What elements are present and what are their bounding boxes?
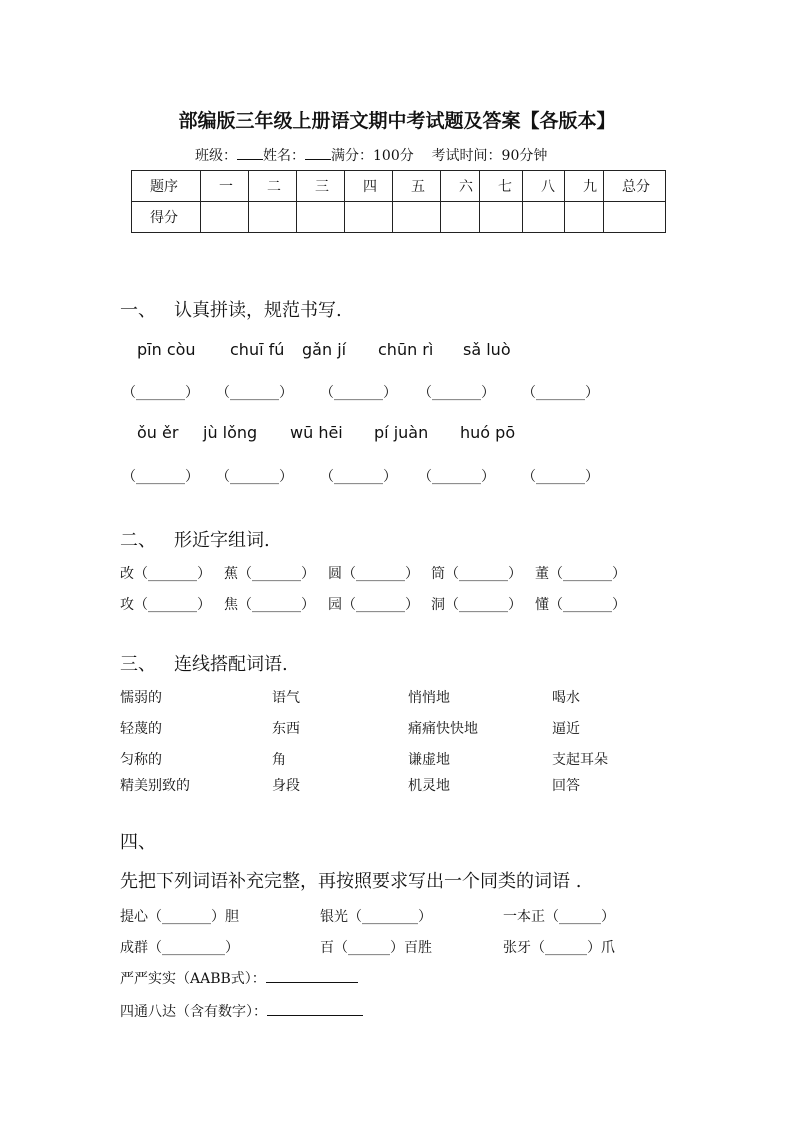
pinyin-item: pí juàn bbox=[374, 423, 429, 442]
answer-blank[interactable]: （_______） bbox=[122, 469, 199, 485]
match-word[interactable]: 支起耳朵 bbox=[552, 752, 608, 768]
match-word[interactable]: 逼近 bbox=[552, 721, 580, 737]
answer-blank[interactable]: （_______） bbox=[216, 385, 293, 401]
match-word[interactable]: 懦弱的 bbox=[120, 690, 162, 706]
score-cell: 九 bbox=[565, 171, 604, 202]
page-title: 部编版三年级上册语文期中考试题及答案【各版本】 bbox=[178, 110, 616, 132]
word-blank-item[interactable]: 董（_______） bbox=[535, 566, 626, 582]
section4-instruction: 先把下列词语补充完整，再按照要求写出一个同类的词语 . bbox=[120, 871, 582, 892]
match-word[interactable]: 回答 bbox=[552, 778, 580, 794]
match-word[interactable]: 喝水 bbox=[552, 690, 580, 706]
word-blank-item[interactable]: 懂（_______） bbox=[535, 597, 626, 613]
section2-heading bbox=[120, 526, 270, 552]
idiom-blank-item[interactable]: 提心（_______）胆 bbox=[120, 909, 239, 925]
section3-title: 连线搭配词语. bbox=[174, 654, 288, 675]
word-blank-item[interactable]: 攻（_______） bbox=[120, 597, 211, 613]
name-label: 姓名： bbox=[263, 148, 305, 164]
word-blank-item[interactable]: 园（_______） bbox=[328, 597, 419, 613]
section2-title: 形近字组词. bbox=[174, 530, 270, 551]
answer-blank[interactable]: （_______） bbox=[122, 385, 199, 401]
word-blank-item[interactable]: 改（_______） bbox=[120, 566, 211, 582]
section1-title: 认真拼读，规范书写. bbox=[174, 300, 342, 321]
answer-blank[interactable]: （_______） bbox=[320, 385, 397, 401]
word-blank-item[interactable]: 焦（_______） bbox=[224, 597, 315, 613]
class-blank[interactable] bbox=[237, 147, 263, 160]
score-input-cell[interactable] bbox=[201, 202, 249, 233]
word-blank-item[interactable]: 圆（_______） bbox=[328, 566, 419, 582]
info-line bbox=[195, 145, 547, 165]
word-blank-item[interactable]: 筒（_______） bbox=[431, 566, 522, 582]
section3-number: 三、 bbox=[120, 654, 156, 675]
answer-blank[interactable]: （_______） bbox=[522, 469, 599, 485]
idiom-blank-item[interactable]: 成群（_________） bbox=[120, 940, 239, 956]
score-cell: 总分 bbox=[604, 171, 666, 202]
pinyin-item: chūn rì bbox=[378, 340, 434, 359]
number-idiom-prompt: 四通八达（含有数字）： bbox=[120, 1004, 267, 1020]
score-cell: 七 bbox=[480, 171, 523, 202]
score-cell: 六 bbox=[441, 171, 480, 202]
match-word[interactable]: 角 bbox=[272, 752, 286, 768]
score-table bbox=[131, 170, 666, 233]
match-word[interactable]: 悄悄地 bbox=[408, 690, 450, 706]
score-input-cell[interactable] bbox=[393, 202, 441, 233]
pinyin-item: pīn còu bbox=[137, 340, 196, 359]
match-word[interactable]: 轻蔑的 bbox=[120, 721, 162, 737]
match-word[interactable]: 身段 bbox=[272, 778, 300, 794]
match-word[interactable]: 机灵地 bbox=[408, 778, 450, 794]
section2-number: 二、 bbox=[120, 530, 156, 551]
answer-blank[interactable]: （_______） bbox=[418, 385, 495, 401]
match-word[interactable]: 精美别致的 bbox=[120, 778, 190, 794]
pinyin-item: ǒu ěr bbox=[137, 423, 179, 442]
score-table-header-row bbox=[132, 171, 666, 202]
score-input-cell[interactable] bbox=[523, 202, 565, 233]
section3-heading bbox=[120, 650, 288, 676]
answer-blank[interactable]: （_______） bbox=[522, 385, 599, 401]
pinyin-item: chuī fú bbox=[230, 340, 285, 359]
aabb-prompt: 严严实实（AABB式）： bbox=[120, 971, 266, 987]
pinyin-item: gǎn jí bbox=[302, 340, 347, 359]
aabb-answer-blank[interactable] bbox=[266, 970, 358, 983]
number-idiom-line bbox=[120, 1001, 363, 1021]
score-cell: 题序 bbox=[132, 171, 201, 202]
score-input-cell[interactable] bbox=[249, 202, 297, 233]
pinyin-item: sǎ luò bbox=[463, 340, 511, 359]
aabb-line bbox=[120, 968, 358, 988]
score-cell: 八 bbox=[523, 171, 565, 202]
match-word[interactable]: 匀称的 bbox=[120, 752, 162, 768]
idiom-blank-item[interactable]: 一本正（______） bbox=[503, 909, 615, 925]
full-score: 满分：100分 bbox=[331, 148, 414, 164]
match-word[interactable]: 语气 bbox=[272, 690, 300, 706]
pinyin-item: jù lǒng bbox=[203, 423, 258, 442]
match-word[interactable]: 谦虚地 bbox=[408, 752, 450, 768]
idiom-blank-item[interactable]: 银光（________） bbox=[320, 909, 432, 925]
idiom-blank-item[interactable]: 张牙（______）爪 bbox=[503, 940, 615, 956]
section1-number: 一、 bbox=[120, 300, 156, 321]
score-cell: 二 bbox=[249, 171, 297, 202]
section1-heading bbox=[120, 296, 342, 322]
score-input-cell[interactable] bbox=[345, 202, 393, 233]
number-idiom-answer-blank[interactable] bbox=[267, 1003, 363, 1016]
exam-time: 考试时间：90分钟 bbox=[431, 148, 548, 164]
section4-number: 四、 bbox=[120, 832, 156, 853]
score-cell: 三 bbox=[297, 171, 345, 202]
score-input-cell[interactable] bbox=[565, 202, 604, 233]
score-cell: 四 bbox=[345, 171, 393, 202]
score-row-label: 得分 bbox=[132, 202, 201, 233]
score-input-cell[interactable] bbox=[297, 202, 345, 233]
pinyin-item: wū hēi bbox=[290, 423, 343, 442]
idiom-blank-item[interactable]: 百（______）百胜 bbox=[320, 940, 432, 956]
answer-blank[interactable]: （_______） bbox=[418, 469, 495, 485]
score-input-cell[interactable] bbox=[480, 202, 523, 233]
pinyin-item: huó pō bbox=[460, 423, 516, 442]
word-blank-item[interactable]: 洞（_______） bbox=[431, 597, 522, 613]
match-word[interactable]: 痛痛快快地 bbox=[408, 721, 478, 737]
score-cell: 一 bbox=[201, 171, 249, 202]
score-input-cell[interactable] bbox=[441, 202, 480, 233]
answer-blank[interactable]: （_______） bbox=[320, 469, 397, 485]
score-table-score-row bbox=[132, 202, 666, 233]
name-blank[interactable] bbox=[305, 147, 331, 160]
score-input-cell[interactable] bbox=[604, 202, 666, 233]
score-cell: 五 bbox=[393, 171, 441, 202]
word-blank-item[interactable]: 蕉（_______） bbox=[224, 566, 315, 582]
class-label: 班级： bbox=[195, 148, 237, 164]
answer-blank[interactable]: （_______） bbox=[216, 469, 293, 485]
match-word[interactable]: 东西 bbox=[272, 721, 300, 737]
